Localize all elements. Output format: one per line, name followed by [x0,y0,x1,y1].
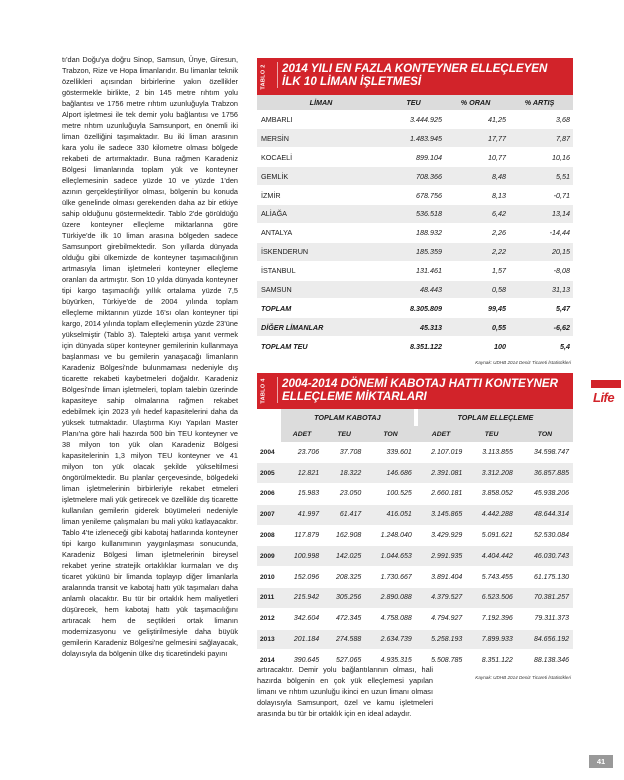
table-cell: ANTALYA [257,223,385,242]
table-cell: 34.598.747 [517,442,573,463]
table-cell: 4.379.527 [416,588,467,609]
year-cell: 2013 [257,629,281,650]
column-header: ADET [281,426,323,442]
table-cell: 79.311.373 [517,608,573,629]
table-cell: 18.322 [323,463,365,484]
table-cell: 3.145.865 [416,504,467,525]
table-cell: 36.857.885 [517,463,573,484]
table-cell: MERSİN [257,129,385,148]
page-number: 41 [589,755,613,768]
table-cell: 46.030.743 [517,546,573,567]
table-cell: 3.113.855 [466,442,517,463]
table-cell: 2.634.739 [365,629,416,650]
table-cell: 185.359 [385,242,445,261]
table-row [257,223,573,242]
table-row [257,167,573,186]
table-cell: 3,68 [509,110,573,129]
table-row [257,588,573,609]
table-cell: 100 [445,337,509,356]
table-cell: 274.588 [323,629,365,650]
table-row [257,442,573,463]
table-cell: 8,48 [445,167,509,186]
table-cell: 5,51 [509,167,573,186]
table-cell: İSKENDERUN [257,242,385,261]
table-cell: 5.508.785 [416,650,467,671]
table-cell: 6,42 [445,204,509,223]
paragraph: artıracaktır. Demir yolu bağlantılarının olması, hali hazırda bölgenin en çok yük elleçlemesi yapılan limanı ve rıhtım uzunluğu ikinci en uzun limanı olması dolayısıyla Samsunport, özel ve kamu işletmeleri arasında bu tür bir ortaklık için en ideal adaydır. [257,665,433,718]
table-cell: 84.656.192 [517,629,573,650]
table-row [257,129,573,148]
table-header-banner [257,373,573,409]
table-cell: 6.523.506 [466,588,517,609]
logo-text: Life [593,390,615,405]
table-cell: 536.518 [385,204,445,223]
table-cell: 8.305.809 [385,299,445,318]
table-top-container [257,58,573,365]
table-cell: 131.461 [385,261,445,280]
table-row [257,546,573,567]
table-cell: TOPLAM TEU [257,337,385,356]
table-cell: 3.312.208 [466,463,517,484]
table-cell: GEMLİK [257,167,385,186]
table-cell: -8,08 [509,261,573,280]
table-cell: KOCAELİ [257,148,385,167]
column-header: LİMAN [257,95,385,110]
table-cell: 3.429.929 [416,525,467,546]
table-cell: 3.444.925 [385,110,445,129]
table-cell: 7.899.933 [466,629,517,650]
table-cell: 201.184 [281,629,323,650]
table-row [257,504,573,525]
table-title: 2004-2014 DÖNEMİ KABOTAJ HATTI KONTEYNER ELLEÇLEME MİKTARLARI [277,377,565,403]
table-cell: 2.890.088 [365,588,416,609]
column-header: TEU [385,95,445,110]
table-cell: 70.381.257 [517,588,573,609]
table-cell: 4.758.088 [365,608,416,629]
table-cell: 899.104 [385,148,445,167]
body-text-left [62,54,238,659]
table-cell: 5,47 [509,299,573,318]
year-cell: 2005 [257,463,281,484]
table-row [257,525,573,546]
table-cell: 41.997 [281,504,323,525]
table-cell: 8.351.122 [385,337,445,356]
table-row [257,110,573,129]
table-cell: 100.998 [281,546,323,567]
table-row [257,629,573,650]
column-header: TON [517,426,573,442]
table-cell: 4.442.288 [466,504,517,525]
table-cell: 7,87 [509,129,573,148]
table-header-banner [257,58,573,95]
table-cell: 416.051 [365,504,416,525]
table-cell: 23.050 [323,484,365,505]
table-side-label: TABLO 4 [261,378,268,404]
table-source: Kaynak: UDHB 2014 Deniz Ticareti İstatistikleri [475,360,571,366]
year-cell: 2012 [257,608,281,629]
table-cell: 1.483.945 [385,129,445,148]
table-cell: SAMSUN [257,280,385,299]
table-cell: 8,13 [445,186,509,205]
table-cell: -0,71 [509,186,573,205]
table-cell: 4.794.927 [416,608,467,629]
table-cell: 390.645 [281,650,323,671]
table-cell: İSTANBUL [257,261,385,280]
table-cell: 1,57 [445,261,509,280]
table-cell: 117.879 [281,525,323,546]
column-header: ADET [416,426,467,442]
table-row [257,567,573,588]
table-cell: 15.983 [281,484,323,505]
paragraph: tı'dan Doğu'ya doğru Sinop, Samsun, Ünye, Giresun, Trabzon, Rize ve Hopa limanlarıdır. Bu limanlar teknik özellikleri açısından birbirlerine yakın özellikler göstermekle birlikte, 2 bin 145 metre rıhtım yolu bağlantısı ve 1756 metre rıhtım uzunluğuyla Trabzon Alport işletmesi ile tek demir yolu bağlantısı ve 1756 metre rıhtım uzunluğuyla Samsunport, en önemli iki liman özelliğini taşımaktadır. Bu iki liman arasının kara yolu ile sadece 330 kilometre olması bölgede rekabeti de artırmaktadır. Buna rağmen Karadeniz Bölgesi limanlarında toplam yük ve konteyner elleçlemesinin sadece yüzde 10 ve yüzde 1'den azının gerçekleştiriliyor olması, bölgenin bu konuda ülke genelinde olması gerekenden daha az bir etkiye sahip olduğunu göstermektedir. Tablo 2'de görüldüğü üzere konteyner elleçleme miktarlarına göre Türkiye'de ilk 10 liman arasına bölgeden sadece Samsunport girebilmektedir. Son yıllarda dünyada olduğu gibi ülkemizde de konteyner taşımacılığının artmasıyla liman işletmeleri konteyner elleçleme oranları da artmıştır. Son 10 yılda dünyada konteyner tipi kargo taşımacılığı yıllık ortalama yüzde 7,5 büyürken, Türkiye'de de 2004 yılında toplam elleçleme miktarının yüzde 16'sı olan konteyner tipi kargo, 2014 yılında toplam elleçlemenin yüzde 23'üne yükselmiştir (Tablo 3). Talepteki artışa yanıt vermek için dünyada süper konteyner gemilerinin kullanmaya başlanması ve bu gemilerin yanaşacağı limanların Karadeniz Bölgesi'nde bulunmaması nedeniyle dış ticarette rekabeti kaybetmeleri doğaldır. Karadeniz Bölgesi'nde liman işletmeleri, toplam talebin üzerinde kapasiteye sahip olmalarına rağmen rekabet edebilmek için 2023 yılı hedef kapasitelerini daha da yüksek tutmaktadır. Ulaştırma Kıyı Yapıları Master Planı'na göre hali hazırda 500 bin TEU konteyner ve 38 milyon ton yük olan Karadeniz Bölgesi kapasitelerinin 1,3 milyon TEU konteyner ve 41 milyon ton yük olacak şekilde yükseltilmesi öngörülmektedir. Bu planlar çerçevesinde, bölgedeki liman işletmelerinin birbirleriyle rekabet etmeleri işletmelere mali yük getirecek ve özellikle dış ticarette kullanılan gemilerin giderek büyümeleri nedeniyle liman yenileme çalışmaları bu mali yükü katlayacaktır. Tablo 4'te izleneceği gibi kabotaj hatlarında konteyner tipi kargo kullanımının yaygınlaşması sonucunda, Karadeniz Bölgesi liman işletmelerinin bireysel rekabet yerine stratejik ortaklıklar kurmaları ve dış ticaret yükünü bir limanda toplayıp diğer limanlarla aralarında transit ve kabotaj hattı yük taşımaları daha anlamlı olacaktır. Bu tür bir ortaklık hem maliyetleri düşürecek, hem kabotaj hattı yük taşımacılığını artıracak hem de seçtikleri ortak limanın modernizasyonu ve geliştirilmesiyle daha büyük gemilerin Karadeniz Bölgesi'ne gelmesini sağlayacak, dolayısıyla da bölgenin ülke dış ticaretindeki payını [62,55,238,658]
group-header: TOPLAM KABOTAJ [281,409,416,426]
table-cell: -6,62 [509,318,573,337]
table-cell: 5,4 [509,337,573,356]
cabotage-table [257,409,573,671]
column-header: TEU [466,426,517,442]
table-cell: 4.404.442 [466,546,517,567]
table-cell: 13,14 [509,204,573,223]
table-cell: 2,26 [445,223,509,242]
table-row [257,148,573,167]
table-cell: 8.351.122 [466,650,517,671]
table-cell: 88.138.346 [517,650,573,671]
table-cell: 48.644.314 [517,504,573,525]
table-cell: 10,16 [509,148,573,167]
table-cell: 17,77 [445,129,509,148]
body-text-right [257,664,433,719]
table-cell: 45.313 [385,318,445,337]
table-cell: 208.325 [323,567,365,588]
table-cell: 1.730.667 [365,567,416,588]
total-row [257,318,573,337]
table-cell: 5.091.621 [466,525,517,546]
table-cell: 342.604 [281,608,323,629]
table-cell: 305.256 [323,588,365,609]
table-cell: 100.525 [365,484,416,505]
table-cell: TOPLAM [257,299,385,318]
table-cell: 37.708 [323,442,365,463]
year-cell: 2007 [257,504,281,525]
year-cell: 2011 [257,588,281,609]
table-title: 2014 YILI EN FAZLA KONTEYNER ELLEÇLEYEN İLK 10 LİMAN İŞLETMESİ [277,62,565,88]
table-cell: 2.391.081 [416,463,467,484]
column-header: % ORAN [445,95,509,110]
table-cell: DİĞER LİMANLAR [257,318,385,337]
table-cell: 142.025 [323,546,365,567]
table-row [257,186,573,205]
table-cell: 45.938.206 [517,484,573,505]
year-cell: 2014 [257,650,281,671]
table-cell: 4.935.315 [365,650,416,671]
table-row [257,280,573,299]
table-cell: 3.891.404 [416,567,467,588]
table-cell: 527.065 [323,650,365,671]
logo-bar [591,380,621,388]
column-header: TON [365,426,416,442]
table-cell: 162.908 [323,525,365,546]
table-cell: 0,58 [445,280,509,299]
table-cell: ALİAĞA [257,204,385,223]
table-bottom-container [257,373,573,680]
year-cell: 2006 [257,484,281,505]
year-cell: 2004 [257,442,281,463]
table-side-label: TABLO 2 [261,63,268,90]
table-cell: 48.443 [385,280,445,299]
table-cell: 41,25 [445,110,509,129]
table-cell: 10,77 [445,148,509,167]
table-cell: 12.821 [281,463,323,484]
table-row [257,608,573,629]
table-cell: 20,15 [509,242,573,261]
table-cell: 146.686 [365,463,416,484]
table-cell: AMBARLI [257,110,385,129]
table-cell: İZMİR [257,186,385,205]
table-cell: 31,13 [509,280,573,299]
table-cell: 5.743.455 [466,567,517,588]
table-cell: 2.660.181 [416,484,467,505]
table-cell: 61.175.130 [517,567,573,588]
year-cell: 2009 [257,546,281,567]
table-source: Kaynak: UDHB 2014 Deniz Ticareti İstatistikleri [475,675,571,681]
table-cell: 1.044.653 [365,546,416,567]
table-cell: 2.107.019 [416,442,467,463]
table-cell: 188.932 [385,223,445,242]
group-header: TOPLAM ELLEÇLEME [416,409,573,426]
table-cell: 678.756 [385,186,445,205]
table-cell: 2.991.935 [416,546,467,567]
table-row [257,204,573,223]
table-cell: 472.345 [323,608,365,629]
column-header: % ARTIŞ [509,95,573,110]
table-cell: 339.601 [365,442,416,463]
table-cell: 5.258.193 [416,629,467,650]
total-row [257,337,573,356]
table-cell: 61.417 [323,504,365,525]
table-cell: 2,22 [445,242,509,261]
table-cell: 215.942 [281,588,323,609]
table-row [257,463,573,484]
table-cell: 99,45 [445,299,509,318]
table-cell: 1.248.040 [365,525,416,546]
total-row [257,299,573,318]
year-cell: 2008 [257,525,281,546]
life-logo [591,380,621,412]
column-header: TEU [323,426,365,442]
table-cell: 7.192.396 [466,608,517,629]
table-cell: 152.096 [281,567,323,588]
table-row [257,261,573,280]
container-port-table [257,95,573,356]
table-row [257,242,573,261]
table-cell: 0,55 [445,318,509,337]
table-cell: 708.366 [385,167,445,186]
table-cell: 23.706 [281,442,323,463]
table-cell: 52.530.084 [517,525,573,546]
table-cell: 3.858.052 [466,484,517,505]
year-cell: 2010 [257,567,281,588]
table-row [257,484,573,505]
table-cell: -14,44 [509,223,573,242]
